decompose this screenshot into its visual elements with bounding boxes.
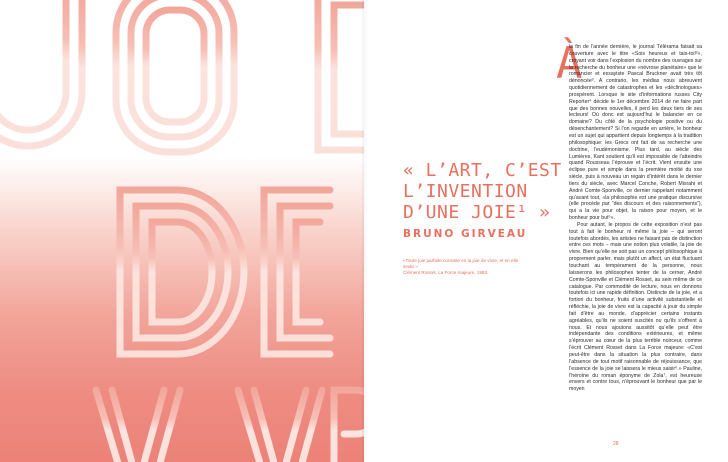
epigraph-source: Clément Rosset, La Force majeure, 1983.: [403, 270, 489, 275]
letter-e2-outline: [264, 190, 330, 354]
page-number: 28: [613, 441, 619, 447]
letter-j-outline: [0, 0, 82, 146]
article-headline: [403, 160, 562, 223]
epigraph-text: «Toute joie parfaite consiste en la joie de vivre, et en elle seule.»: [403, 258, 519, 269]
letter-r-outline: [334, 390, 364, 462]
article-author: BRUNO GIRVEAU: [403, 228, 528, 240]
letter-v2-outline: [238, 390, 322, 462]
headline-line-1: « L’ART, C’EST: [403, 160, 562, 181]
letter-o-outline: [116, 0, 234, 152]
body-paragraph-2: Pour autant, le propos de cette exposition n’est pas tout à fait le bonheur ni même la joie – qui seront toutefois abordés, les artistes ne faisant pas de distinction entre ces mots – mais une notion plus volatile, la joie de vivre. Bien qu’elle ne soit pas un concept philosophique à proprement parler, mais plutôt un affect, un état fluctuant touchant au tempérament de la personne, nous laisserons les philosophes tenter de la cerner, André Comte-Sponville et Clément Rosset, au sein même de ce catalogue. Par commodité de lecture, nous en donnons toutefois ici une rapide définition. Distincte de la joie, et a fortiori du bonheur, fruits d’une activité substantielle et réfléchie, la joie de vivre est la capacité à jouir du simple fait d’être au monde, d’apprécier certains instants agréables, qu’ils ne soient suscités ou qu’ils s’offrent à nous. Et nous ajoutons aussitôt qu’elle peut être indépendante des conditions extérieures, et même s’éprouver au cœur de la plus terrible noirceur, comme l’écrit Clément Rosset dans La Force majeure: «C’est peut-être dans la situation la plus contraire, dans l’absence de tout motif raisonnable de réjouissance, que l’essence de la joie se laissera le mieux saisir⁶.» Pauline, l’héroïne du roman éponyme de Zola⁷, est heureuse envers et contre tous, n’éprouvant le bonheur que par le moyen: [569, 221, 702, 393]
headline-line-3: D’UNE JOIE¹ »: [403, 202, 551, 223]
article-body: [569, 44, 702, 452]
letter-i-outline: [264, 0, 280, 150]
letter-v-outline: [96, 390, 180, 462]
letter-d-outline: [120, 190, 244, 354]
headline-line-2: L’INVENTION: [403, 181, 528, 202]
drop-cap: À: [556, 38, 583, 89]
letter-e-outline: [318, 0, 364, 150]
letter-i2-outline: [204, 390, 220, 462]
epigraph-quote: [403, 258, 523, 276]
body-paragraph-1: la fin de l’année dernière, le journal Télérama faisait sa couverture avec le titre «Sois heureux et tais-toi!²», croyant voir dans l’explosion du nombre des ouvrages sur la recherche du bonheur une «névrose planétaire» que le romancier et essayiste Pascal Bruckner avait très tôt dénoncée³. A contrario, les médias nous abreuvent quotidiennement de catastrophes et les «déclinologues» prospèrent. Lorsque le site d’informations russes City Reporter⁴ décide le 1er décembre 2014 de ne faire part que des bonnes nouvelles, il perd les deux tiers de ses lecteurs! Où donc est aujourd’hui le balancier en ce domaine? Du côté de la psychologie positive ou du désenchantement? Si l’on regarde en arrière, le bonheur est un sujet qui appartient depuis longtemps à la tradition philosophique: les Grecs ont fait de sa recherche une doctrine, l’eudémonisme. Plus tard, au siècle des Lumières, Kant soutient qu’il est impossible de l’atteindre quand Rousseau l’éprouve et l’écrit. Vient ensuite une éclipse pure et simple dans la première moitié du xxe siècle, puis à nouveau un regain d’intérêt dans le dernier tiers du siècle, avec Marcel Conche, Robert Misrahi et André Comte-Sponville, ce dernier rappelant notamment qu’avant tout, «la philosophie est une pratique discursive (elle procède par “des discours et des raisonnements”), qui a la vie pour objet, la raison pour moyen, et le bonheur pour but⁵».: [569, 44, 702, 222]
